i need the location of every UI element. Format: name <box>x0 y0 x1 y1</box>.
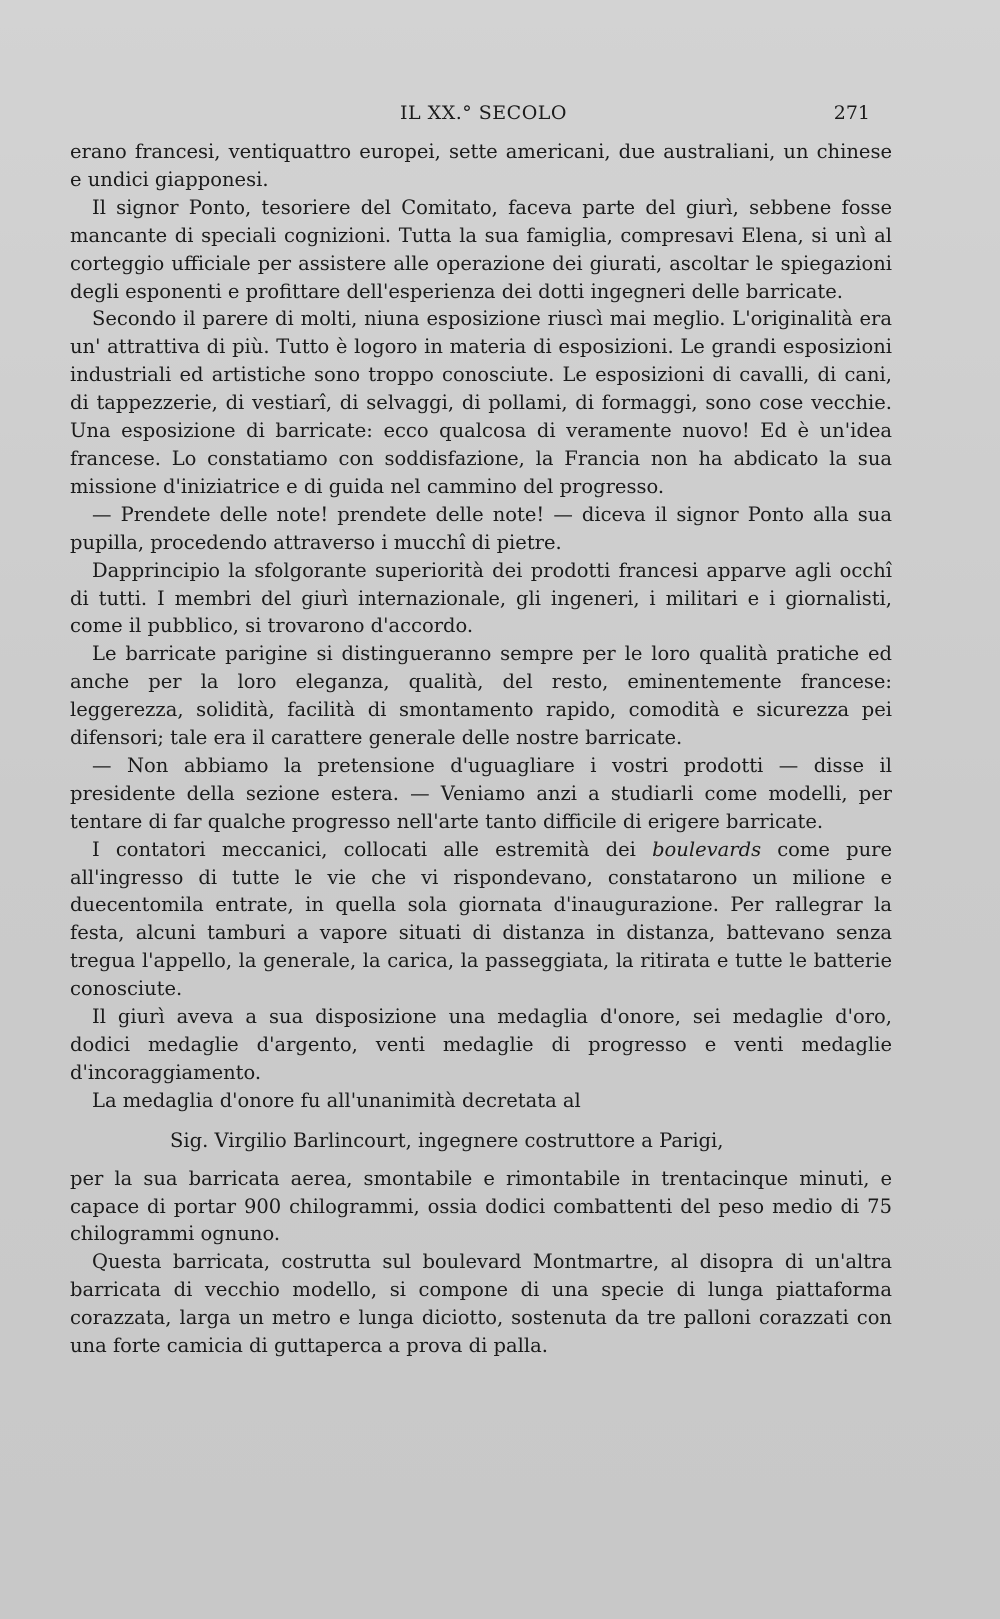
paragraph: La medaglia d'onore fu all'unanimità decretata al <box>92 1088 581 1112</box>
paragraph-text: come pure all'ingresso di tutte le vie che vi rispondevano, constatarono un milione e duecentomila entrate, in quella sola giornata d'inaugurazione. Per rallegrar la festa, alcuni tamburi a vapore situati di distanza in distanza, battevano senza tregua l'appello, la generale, la carica, la passeggiata, la ritirata e tutte le batterie conosciute. <box>70 837 892 1001</box>
paragraph: Il signor Ponto, tesoriere del Comitato, faceva parte del giurì, sebbene fosse mancante di speciali cognizioni. Tutta la sua famiglia, compresavi Elena, si unì al corteggio ufficiale per assistere alle operazione dei giurati, ascoltar le spiegazioni degli esponenti e profittare dell'esperienza dei dotti ingegneri delle barricate. <box>70 195 892 303</box>
page-number: 271 <box>833 102 870 124</box>
paragraph: erano francesi, ventiquattro europei, sette americani, due australiani, un chinese e undici giapponesi. <box>70 140 892 191</box>
paragraph: Le barricate parigine si distingueranno sempre per le loro qualità pratiche ed anche per la loro eleganza, qualità, del resto, eminentemente francese: leggerezza, solidità, facilità di smontamento rapido, comodità e sicurezza pei difensori; tale era il carattere generale delle nostre barricate. <box>70 642 892 750</box>
paragraph: Questa barricata, costrutta sul boulevard Montmartre, al disopra di un'altra barricata di vecchio modello, si compone di una specie di lunga piattaforma corazzata, larga un metro e lunga diciotto, sostenuta da tre palloni corazzati con una forte camicia di guttaperca a prova di palla. <box>70 1250 892 1358</box>
paragraph: Il giurì aveva a sua disposizione una medaglia d'onore, sei medaglie d'oro, dodici medaglie d'argento, venti medaglie di progresso e venti medaglie d'incoraggiamento. <box>70 1005 892 1084</box>
paragraph-text: I contatori meccanici, collocati alle estremità dei <box>92 837 653 861</box>
paragraph: — Prendete delle note! prendete delle note! — diceva il signor Ponto alla sua pupilla, procedendo attraverso i mucchî di pietre. <box>70 502 892 554</box>
paragraph: Secondo il parere di molti, niuna esposizione riuscì mai meglio. L'originalità era un' attrattiva di più. Tutto è logoro in materia di esposizioni. Le grandi esposizioni industriali ed artistiche sono troppo conosciute. Le esposizioni di cavalli, di cani, di tappezzerie, di vestiarî, di selvaggi, di pollami, di formaggi, sono cose vecchie. Una esposizione di barricate: ecco qualcosa di veramente nuovo! Ed è un'idea francese. Lo constatiamo con soddisfazione, la Francia non ha abdicato la sua missione d'iniziatrice e di guida nel cammino del progresso. <box>70 307 892 498</box>
paragraph: — Non abbiamo la pretensione d'uguagliare i vostri prodotti — disse il presidente della sezione estera. — Veniamo anzi a studiarli come modelli, per tentare di far qualche progresso nell'arte tanto difficile di erigere barricate. <box>70 753 892 833</box>
paragraph: per la sua barricata aerea, smontabile e rimontabile in trentacinque minuti, e capace di portar 900 chilogrammi, ossia dodici combattenti del peso medio di 75 chilogrammi ognuno. <box>70 1166 892 1246</box>
running-title: IL XX.° SECOLO <box>400 102 567 124</box>
body-text <box>70 138 892 1360</box>
award-recipient-line: Sig. Virgilio Barlincourt, ingegnere costruttore a Parigi, <box>170 1128 724 1152</box>
paragraph <box>70 836 892 1003</box>
italic-word: boulevards <box>652 837 762 861</box>
running-header <box>70 102 870 130</box>
paragraph: Dapprincipio la sfolgorante superiorità dei prodotti francesi apparve agli occhî di tutti. I membri del giurì internazionale, gli ingeneri, i militari e i giornalisti, come il pubblico, si trovarono d'accordo. <box>70 558 892 638</box>
